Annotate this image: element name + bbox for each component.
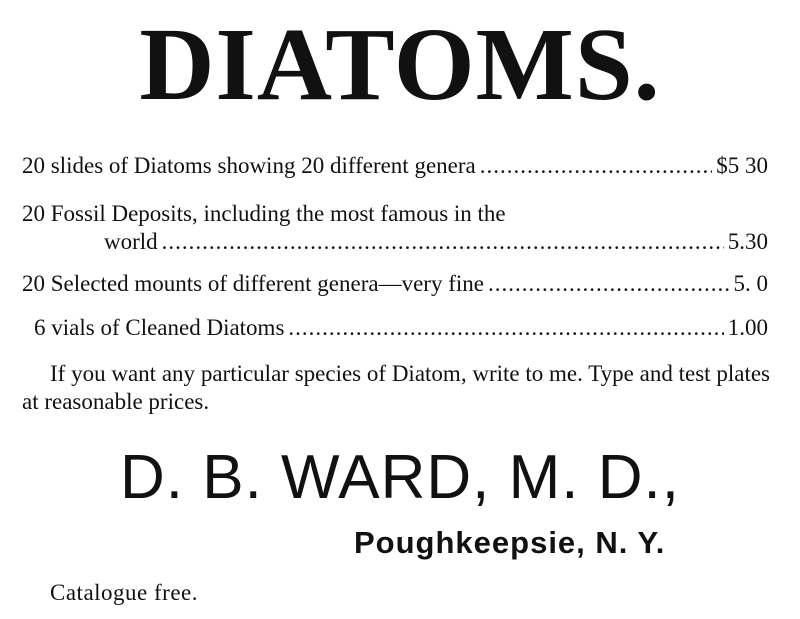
ad-title: DIATOMS. — [139, 7, 661, 122]
item-price: 1.00 — [727, 315, 768, 340]
leader-dots — [162, 228, 724, 256]
price-list-item-fossil-line1: 20 Fossil Deposits, including the most famous in the — [22, 201, 506, 226]
species-note — [22, 360, 770, 416]
leader-dots — [288, 314, 723, 342]
item-price: 5. 0 — [733, 271, 768, 296]
item-description: 6 vials of Cleaned Diatoms — [34, 315, 285, 340]
leader-dots — [488, 270, 730, 298]
price-list-item-vials — [34, 314, 768, 342]
item-price: 5.30 — [727, 229, 768, 254]
leader-dots — [480, 152, 713, 180]
item-description: world — [104, 229, 158, 254]
price-list-item-mounts — [22, 270, 768, 298]
catalogue-note: Catalogue free. — [50, 580, 198, 605]
advertiser-name: D. B. WARD, M. D., — [120, 443, 680, 512]
price-list-item-slides — [22, 152, 768, 180]
item-description: 20 slides of Diatoms showing 20 different genera — [22, 153, 476, 178]
advertiser-city: Poughkeepsie, N. Y. — [354, 525, 666, 560]
item-price: $5 30 — [716, 153, 768, 178]
species-note-text: If you want any particular species of Diatom, write to me. Type and test plates at reasonable prices. — [22, 361, 770, 414]
item-description: 20 Selected mounts of different genera—very fine — [22, 271, 484, 296]
price-list-item-fossil — [104, 228, 768, 256]
